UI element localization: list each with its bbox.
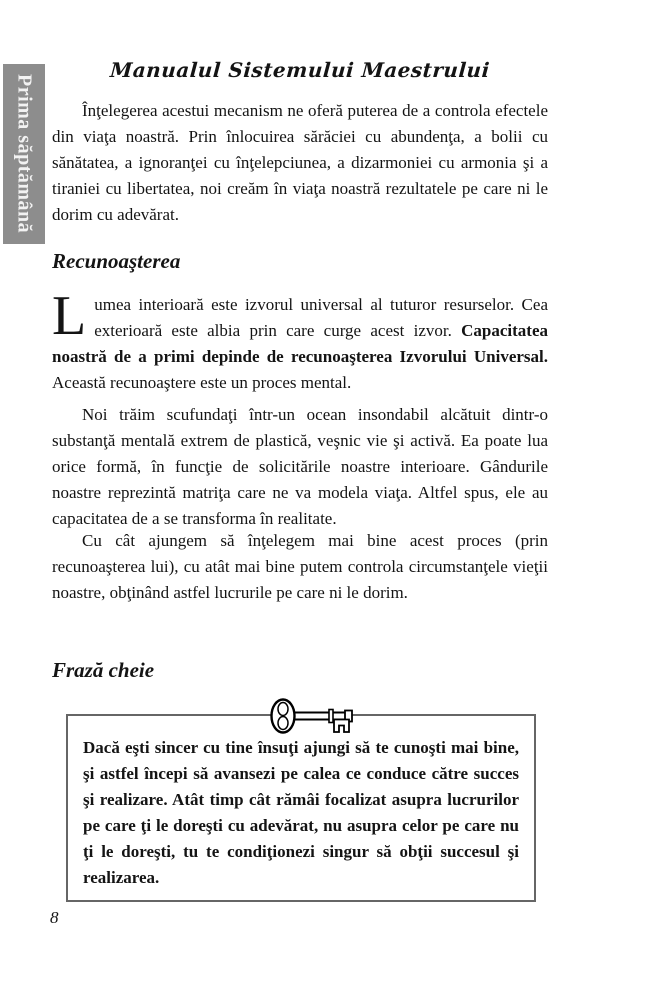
running-header: Manualul Sistemului Maestrului <box>109 58 491 82</box>
key-phrase-text: Dacă eşti sincer cu tine însuţi ajungi să te cunoşti mai bine, şi astfel începi să avansezi pe calea ce conduce către succes şi realizare. Atât timp cât rămâi focalizat asupra lucrurilor pe care ţi le doreşti cu adevărat, nu asupra celor pe care nu ţi le doreşti, tu te condiţionezi singur să obţii succesul şi realizarea. <box>83 738 519 887</box>
paragraph-lumea-text: umea interioară este izvorul universal al tuturor resurselor. Cea exterioară este albia prin care curge acest izvor. <box>94 295 548 340</box>
paragraph-lumea-end: Această recunoaştere este un proces mental. <box>52 373 352 392</box>
paragraph-lumea-bold: Capacitatea noastră de a primi depinde de recunoaşterea Izvorului Universal. <box>52 321 548 366</box>
drop-cap: L <box>52 285 87 347</box>
page-number: 8 <box>50 908 59 927</box>
key-icon <box>270 696 356 736</box>
paragraph-intro: Înţelegerea acestui mecanism ne oferă puterea de a controla efectele din viaţa noastră. Prin înlocuirea sărăciei cu abundenţa, a bolii cu sănătatea, a ignoranţei cu înţelepciunea, a dizarmoniei cu armonia şi a tiraniei cu libertatea, noi creăm în viaţa noastră rezultatele pe care ni le dorim cu adevărat. <box>52 101 548 224</box>
side-tab-label: Prima săptămână <box>13 74 36 234</box>
paragraph-cu-cat: Cu cât ajungem să înţelegem mai bine acest proces (prin recunoaşterea lui), cu atât mai bine putem controla circumstanţele vieţii noastre, obţinând astfel lucrurile pe care ni le dorim. <box>52 531 548 602</box>
heading-recunoasterea: Recunoaşterea <box>52 249 181 273</box>
key-phrase-box <box>66 714 536 902</box>
paragraph-noi-traim: Noi trăim scufundaţi într-un ocean insondabil alcătuit dintr-o substanţă mentală extrem de plastică, veşnic vie şi activă. Ea poate lua orice formă, în funcţie de solicitările noastre interioare. Gândurile noastre reprezintă matriţa care ne va modela viaţa. Altfel spus, ele au capacitatea de a se transforma în realitate. <box>52 405 548 528</box>
paragraph-lumea <box>52 285 548 396</box>
heading-fraza-cheie: Frază cheie <box>52 658 155 682</box>
side-tab-prima-saptamana <box>3 64 45 244</box>
